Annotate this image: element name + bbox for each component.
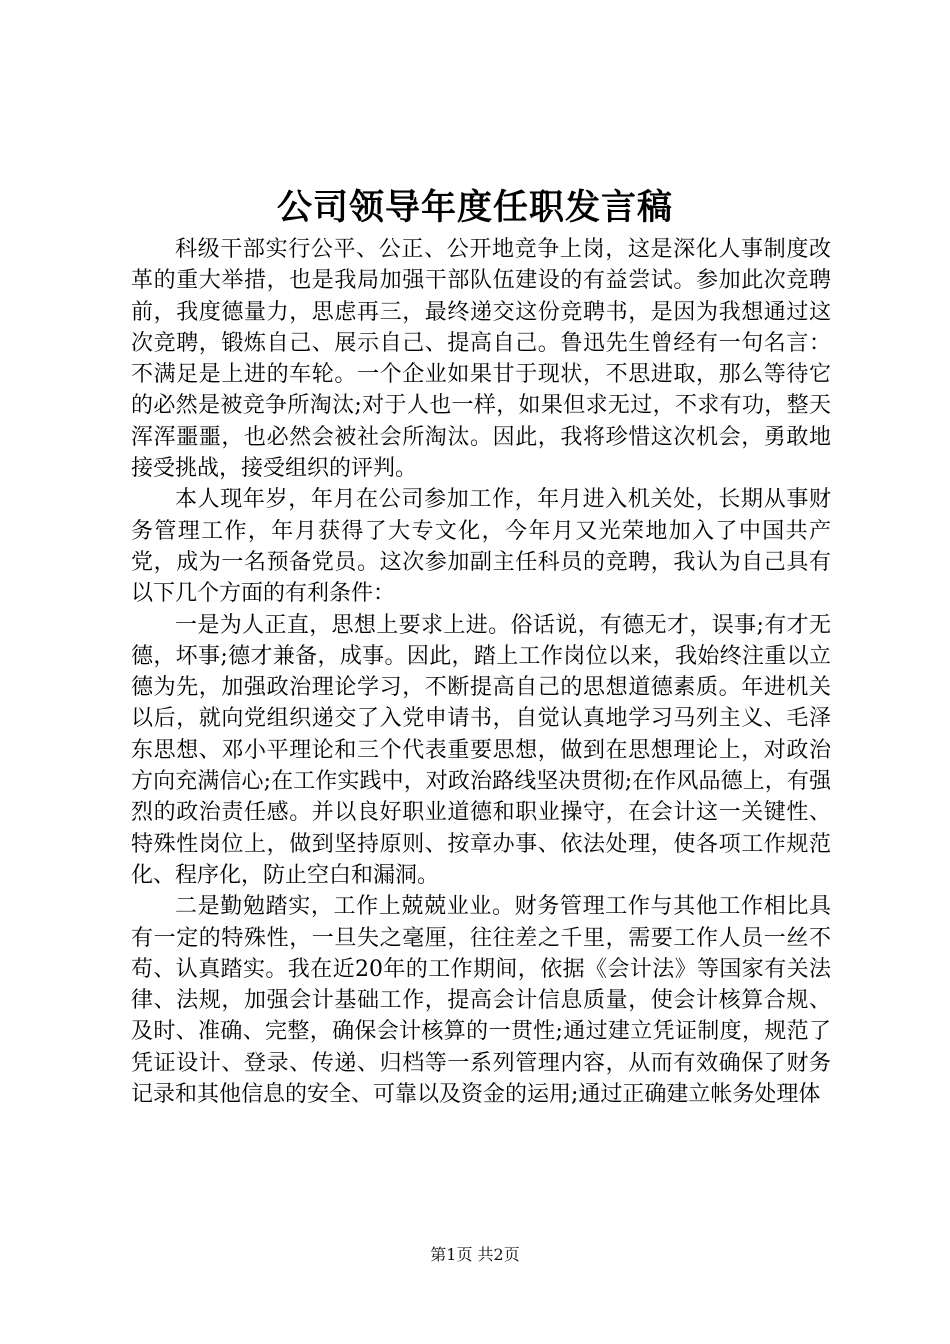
document-body (131, 234, 831, 1110)
paragraph: 科级干部实行公平、公正、公开地竞争上岗，这是深化人事制度改革的重大举措，也是我局加强干部队伍建设的有益尝试。参加此次竞聘前，我度德量力，思虑再三，最终递交这份竞聘书，是因为我想通过这次竞聘，锻炼自己、展示自己、提高自己。鲁迅先生曾经有一句名言：不满足是上进的车轮。一个企业如果甘于现状，不思进取，那么等待它的必然是被竞争所淘汰;对于人也一样，如果但求无过，不求有功，整天浑浑噩噩，也必然会被社会所淘汰。因此，我将珍惜这次机会，勇敢地接受挑战，接受组织的评判。 (131, 237, 831, 482)
page-footer: 第1页 共2页 (430, 1245, 520, 1264)
document-title: 公司领导年度任职发言稿 (276, 187, 673, 228)
paragraph: 一是为人正直，思想上要求上进。俗话说，有德无才，误事;有才无德，坏事;德才兼备，成事。因此，踏上工作岗位以来，我始终注重以立德为先，加强政治理论学习，不断提高自己的思想道德素质。年进机关以后，就向党组织递交了入党申请书，自觉认真地学习马列主义、毛泽东思想、邓小平理论和三个代表重要思想，做到在思想理论上，对政治方向充满信心;在工作实践中，对政治路线坚决贯彻;在作风品德上，有强烈的政治责任感。并以良好职业道德和职业操守，在会计这一关键性、特殊性岗位上，做到坚持原则、按章办事、依法处理，使各项工作规范化、程序化，防止空白和漏洞。 (131, 612, 831, 888)
paragraph: 二是勤勉踏实，工作上兢兢业业。财务管理工作与其他工作相比具有一定的特殊性，一旦失之毫厘，往往差之千里，需要工作人员一丝不苟、认真踏实。我在近20年的工作期间，依据《会计法》等国家有关法律、法规，加强会计基础工作，提高会计信息质量，使会计核算合规、及时、准确、完整，确保会计核算的一贯性;通过建立凭证制度，规范了凭证设计、登录、传递、归档等一系列管理内容，从而有效确保了财务记录和其他信息的安全、可靠以及资金的运用;通过正确建立帐务处理体 (131, 894, 831, 1108)
paragraph: 本人现年岁，年月在公司参加工作，年月进入机关处，长期从事财务管理工作，年月获得了大专文化，今年月又光荣地加入了中国共产党，成为一名预备党员。这次参加副主任科员的竞聘，我认为自己具有以下几个方面的有利条件： (131, 487, 831, 607)
